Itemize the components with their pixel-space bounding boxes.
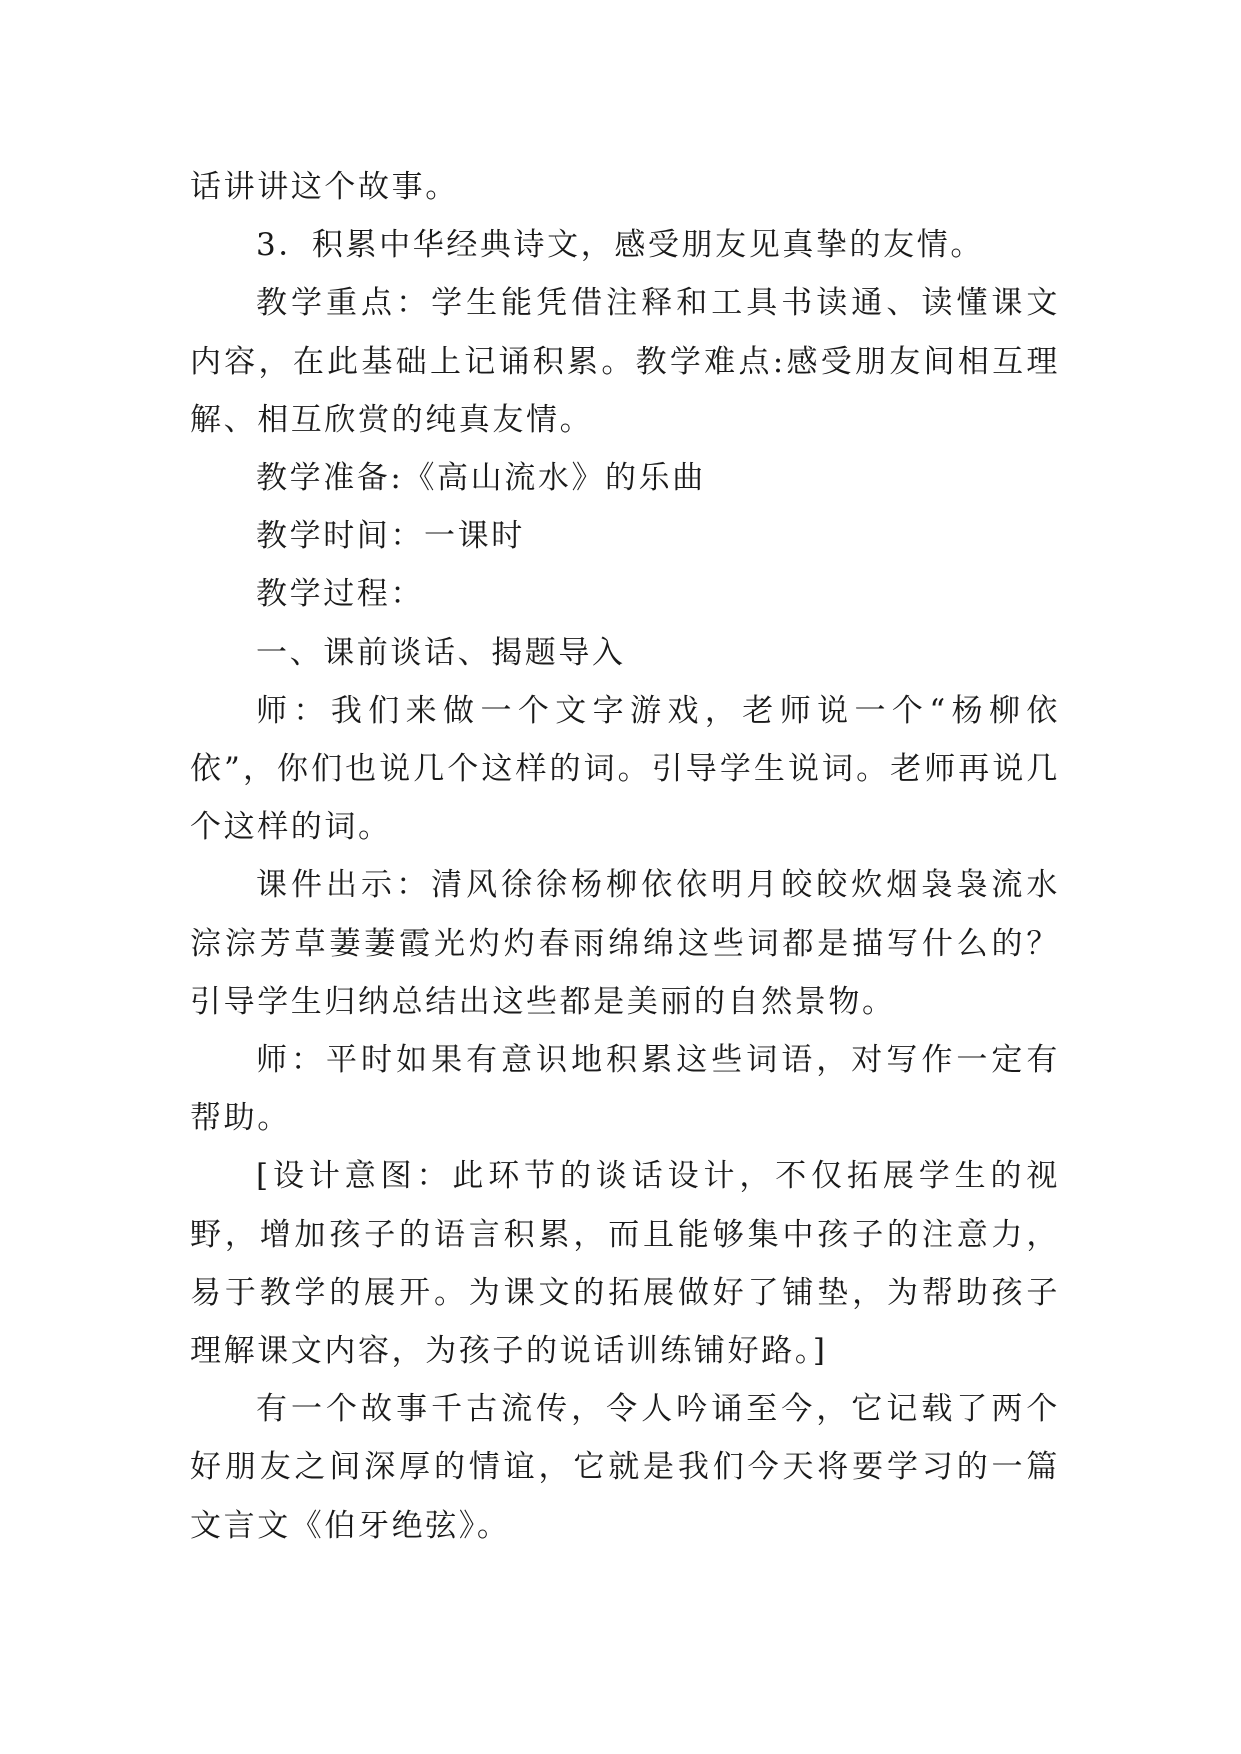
paragraph-story-intro: 有一个故事千古流传，令人吟诵至今，它记载了两个好朋友之间深厚的情谊，它就是我们今天将要学习的一篇文言文《伯牙绝弦》。 <box>190 1391 1060 1544</box>
paragraph-preparation: 教学准备:《高山流水》的乐曲 <box>256 460 706 497</box>
paragraph-teacher-game: 师：我们来做一个文字游戏，老师说一个“杨柳依依”，你们也说几个这样的词。引导学生说词。老师再说几个这样的词。 <box>190 692 1060 846</box>
paragraph-objective-3: 3．积累中华经典诗文，感受朋友见真挚的友情。 <box>256 227 984 264</box>
paragraph-key-points: 教学重点：学生能凭借注释和工具书读通、读懂课文内容，在此基础上记诵积累。教学难点:感受朋友间相互理解、相互欣赏的纯真友情。 <box>190 285 1060 438</box>
paragraph-courseware: 课件出示：清风徐徐杨柳依依明月皎皎炊烟袅袅流水淙淙芳草萋萋霞光灼灼春雨绵绵这些词都是描写什么的？引导学生归纳总结出这些都是美丽的自然景物。 <box>190 867 1060 1020</box>
section-heading-intro: 一、课前谈话、揭题导入 <box>256 634 626 671</box>
paragraph-process-heading: 教学过程： <box>256 576 424 613</box>
paragraph-teacher-accumulate: 师：平时如果有意识地积累这些词语，对写作一定有帮助。 <box>190 1042 1060 1137</box>
paragraph-design-intent: [设计意图：此环节的谈话设计，不仅拓展学生的视野，增加孩子的语言积累，而且能够集中孩子的注意力，易于教学的展开。为课文的拓展做好了铺垫，为帮助孩子理解课文内容，为孩子的说话训练铺好路。] <box>190 1158 1060 1370</box>
paragraph-continuation: 话讲讲这个故事。 <box>190 169 459 205</box>
paragraph-time: 教学时间：一课时 <box>256 518 525 555</box>
document-body <box>190 158 1060 1555</box>
